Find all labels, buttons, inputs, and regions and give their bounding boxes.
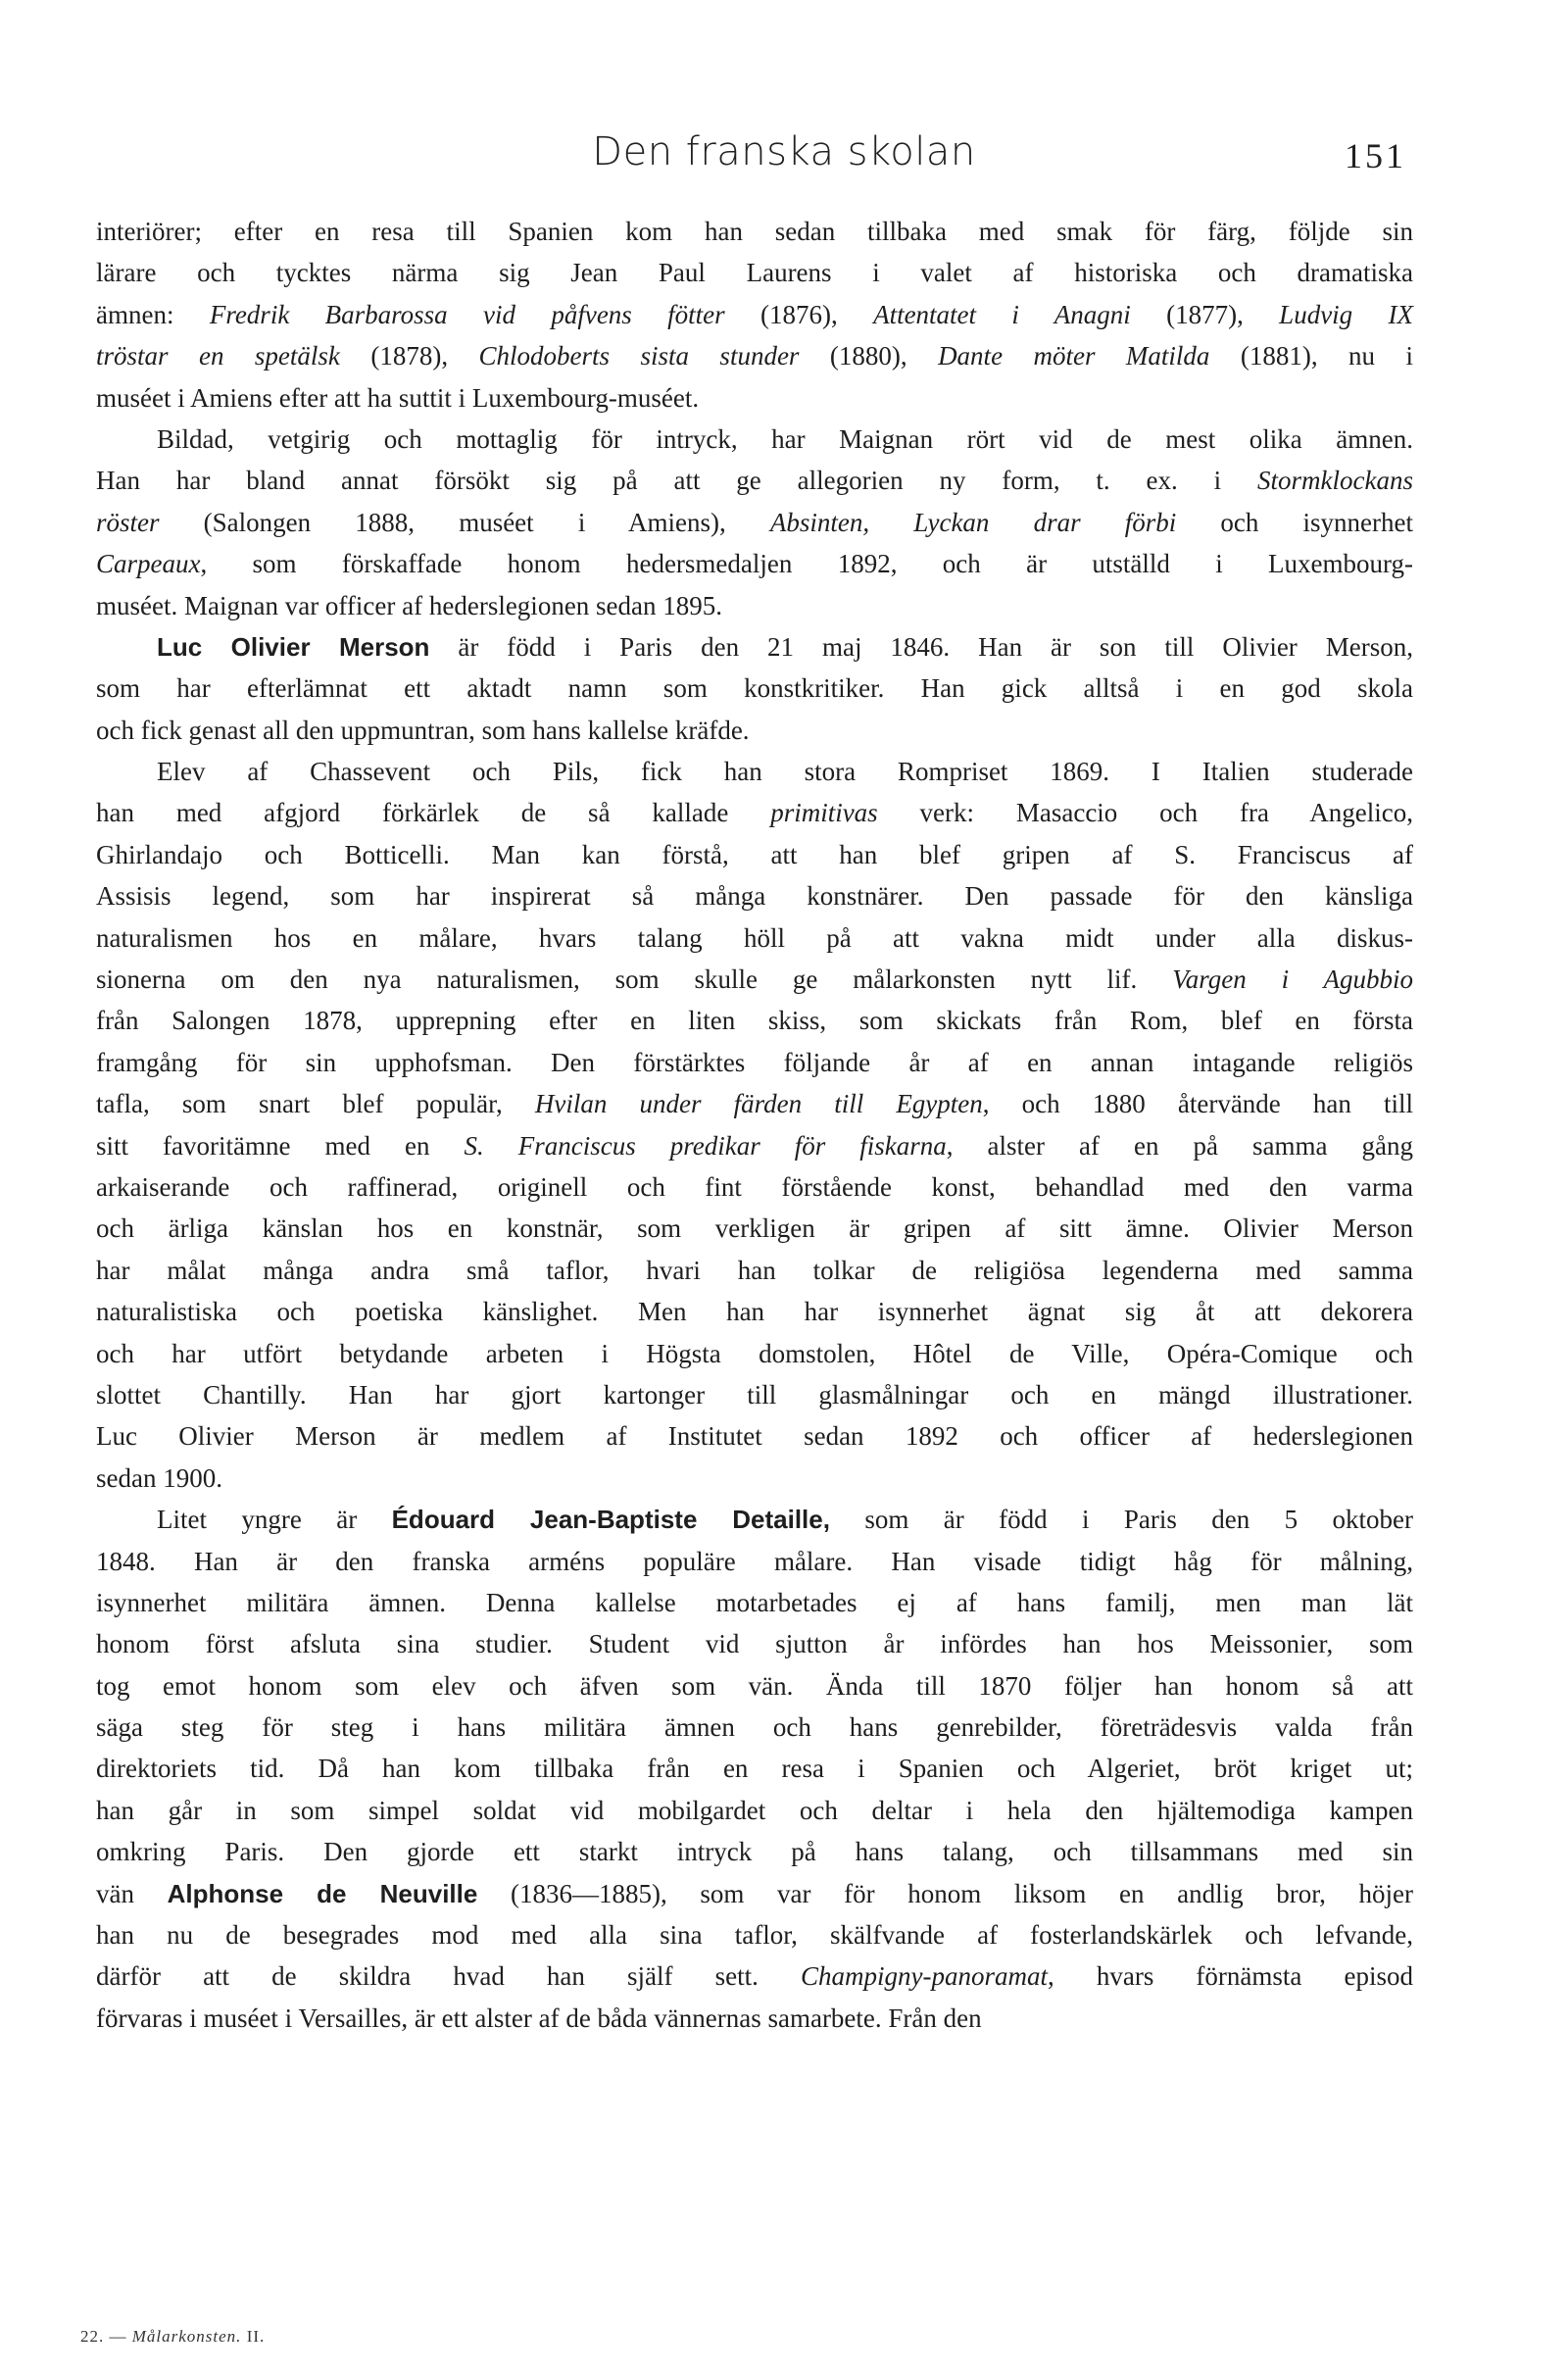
- text-line: [96, 626, 1413, 668]
- text-run: lärare och tycktes närma sig Jean Paul Laurens i valet af historiska och dramatiska: [96, 258, 1413, 288]
- italic-title: Attentatet i Anagni: [873, 299, 1131, 329]
- text-run: och har utfört betydande arbeten i Högsta domstolen, Hôtel de Ville, Opéra-Comique och: [96, 1338, 1413, 1368]
- artist-name: Alphonse de Neuville: [167, 1878, 478, 1908]
- italic-title: Carpeaux: [96, 549, 201, 579]
- text-run: och fick genast all den uppmuntran, som hans kallelse kräfde.: [96, 715, 750, 745]
- text-run: (1836—1885), som var för honom liksom en andlig bror, höjer: [477, 1878, 1414, 1908]
- text-run: Assisis legend, som har inspirerat så många konstnärer. Den passade för den känsliga: [96, 881, 1413, 912]
- italic-title: Dante möter Matilda: [938, 341, 1210, 371]
- paragraph: [96, 211, 1413, 419]
- text-line: [96, 1665, 1413, 1706]
- text-line: [96, 1042, 1413, 1083]
- text-line: [96, 335, 1413, 376]
- text-run: (1877),: [1130, 299, 1280, 329]
- text-run: han går in som simpel soldat vid mobilgardet och deltar i hela den hjältemodiga kampen: [96, 1795, 1413, 1825]
- text-line: [96, 668, 1413, 709]
- text-run: förvaras i muséet i Versailles, är ett alster af de båda vännernas samarbete. Från den: [96, 2003, 982, 2033]
- text-run: därför att de skildra hvad han själf sett.: [96, 1961, 801, 1992]
- text-run: Bildad, vetgirig och mottaglig för intryck, har Maignan rört vid de mest olika ämnen.: [157, 423, 1413, 454]
- page-number: 151: [1345, 136, 1406, 175]
- text-line: [96, 1914, 1413, 1955]
- text-line: [96, 1458, 1413, 1499]
- text-run: naturalismen hos en målare, hvars talang höll på att vakna midt under alla diskus-: [96, 922, 1413, 953]
- text-run: Luc Olivier Merson är medlem af Institutet sedan 1892 och officer af hederslegionen: [96, 1421, 1413, 1452]
- text-line: [96, 1582, 1413, 1623]
- artist-name: Édouard Jean-Baptiste Detaille,: [391, 1505, 830, 1535]
- text-line: [96, 1499, 1413, 1540]
- text-line: [96, 502, 1413, 543]
- text-line: [96, 377, 1413, 419]
- italic-title: Hvilan under färden till Egypten: [534, 1089, 983, 1119]
- text-line: [96, 1415, 1413, 1457]
- text-run: vän: [96, 1878, 168, 1908]
- italic-title: Chlodoberts sista stunder: [478, 341, 800, 371]
- text-run: isynnerhet militära ämnen. Denna kallelse motarbetades ej af hans familj, men man lät: [96, 1587, 1413, 1617]
- text-run: , och 1880 återvände han till: [982, 1089, 1413, 1119]
- text-run: från Salongen 1878, upprepning efter en liten skiss, som skickats från Rom, blef en första: [96, 1006, 1413, 1036]
- text-line: [96, 1250, 1413, 1291]
- text-line: [96, 1706, 1413, 1748]
- text-line: [96, 252, 1413, 293]
- text-line: [96, 710, 1413, 751]
- artist-name: Luc Olivier Merson: [157, 631, 430, 662]
- text-run: interiörer; efter en resa till Spanien kom han sedan tillbaka med smak för färg, följde sin: [96, 217, 1413, 246]
- text-line: [96, 585, 1413, 626]
- text-line: [96, 792, 1413, 833]
- text-run: verk: Masaccio och fra Angelico,: [877, 798, 1414, 828]
- text-line: [96, 1541, 1413, 1582]
- italic-title: röster: [96, 507, 160, 537]
- italic-title: S. Franciscus predikar för fiskarna: [464, 1130, 947, 1161]
- text-run: 1848. Han är den franska arméns populäre målare. Han visade tidigt håg för målning,: [96, 1546, 1413, 1576]
- paragraph: [96, 1499, 1413, 2039]
- text-run: (1878),: [339, 341, 479, 371]
- text-line: [96, 543, 1413, 584]
- text-line: [96, 1955, 1413, 1997]
- text-run: naturalistiska och poetiska känslighet. Men han har isynnerhet ägnat sig åt att dekorera: [96, 1297, 1413, 1327]
- text-line: [96, 1125, 1413, 1166]
- page-footer: [80, 2327, 265, 2347]
- text-line: [96, 1374, 1413, 1415]
- text-line: [96, 1831, 1413, 1872]
- text-line: [96, 1083, 1413, 1124]
- footer-volume: II.: [241, 2327, 266, 2346]
- text-run: (1876),: [724, 299, 874, 329]
- text-run: honom först afsluta sina studier. Student vid sjutton år infördes han hos Meissonier, som: [96, 1629, 1413, 1659]
- text-line: [96, 1748, 1413, 1789]
- italic-title: tröstar en spetälsk: [96, 341, 340, 371]
- text-line: [96, 1291, 1413, 1332]
- paragraph: [96, 751, 1413, 1499]
- text-run: Litet yngre är: [157, 1505, 392, 1535]
- text-line: [96, 875, 1413, 916]
- text-run: sedan 1900.: [96, 1462, 222, 1493]
- text-line: [96, 959, 1413, 1000]
- text-run: muséet. Maignan var officer af hederslegionen sedan 1895.: [96, 590, 723, 620]
- text-line: [96, 1998, 1413, 2039]
- text-run: sitt favoritämne med en: [96, 1130, 465, 1161]
- italic-title: Champigny-panoramat: [800, 1961, 1048, 1992]
- text-run: som är född i Paris den 5 oktober: [829, 1505, 1413, 1535]
- text-run: och isynnerhet: [1176, 507, 1414, 537]
- text-line: [96, 1166, 1413, 1208]
- text-line: [96, 294, 1413, 335]
- text-run: arkaiserande och raffinerad, originell och fint förstående konst, behandlad med den varma: [96, 1171, 1413, 1202]
- text-run: slottet Chantilly. Han har gjort kartonger till glasmålningar och en mängd illustrationer.: [96, 1379, 1413, 1410]
- italic-title: Fredrik Barbarossa vid påfvens fötter: [209, 299, 725, 329]
- text-run: tog emot honom som elev och äfven som vän. Ända till 1870 följer han honom så att: [96, 1670, 1413, 1701]
- paragraph: [96, 626, 1413, 751]
- text-run: direktoriets tid. Då han kom tillbaka från en resa i Spanien och Algeriet, bröt kriget ut;: [96, 1754, 1413, 1784]
- text-run: Han har bland annat försökt sig på att ge allegorien ny form, t. ex. i: [96, 466, 1258, 496]
- text-run: som har efterlämnat ett aktadt namn som konstkritiker. Han gick alltså i en god skola: [96, 673, 1413, 704]
- text-line: [96, 1208, 1413, 1249]
- text-run: (1881), nu i: [1209, 341, 1414, 371]
- paragraph: [96, 419, 1413, 626]
- text-run: , hvars förnämsta episod: [1047, 1961, 1413, 1992]
- text-line: [96, 419, 1413, 460]
- running-title: Den franska skolan: [592, 129, 976, 174]
- text-run: (1880),: [799, 341, 939, 371]
- text-run: (Salongen 1888, muséet i Amiens),: [159, 507, 770, 537]
- text-run: är född i Paris den 21 maj 1846. Han är son till Olivier Merson,: [429, 631, 1413, 662]
- text-line: [96, 1000, 1413, 1041]
- text-run: tafla, som snart blef populär,: [96, 1089, 535, 1119]
- text-line: [96, 1790, 1413, 1831]
- signature-mark: 22. —: [80, 2327, 132, 2346]
- footer-source: Målarkonsten.: [131, 2327, 242, 2346]
- text-run: och ärliga känslan hos en konstnär, som verkligen är gripen af sitt ämne. Olivier Merson: [96, 1213, 1413, 1244]
- text-run: ämnen:: [96, 299, 210, 329]
- text-line: [96, 1873, 1413, 1914]
- text-run: säga steg för steg i hans militära ämnen och hans genrebilder, företrädesvis valda från: [96, 1712, 1413, 1743]
- page-header: [0, 129, 1568, 188]
- italic-title: Ludvig IX: [1279, 299, 1413, 329]
- text-run: Elev af Chassevent och Pils, fick han stora Rompriset 1869. I Italien studerade: [157, 757, 1413, 787]
- text-line: [96, 751, 1413, 792]
- body-text: [96, 211, 1413, 2039]
- text-line: [96, 1623, 1413, 1664]
- text-run: han nu de besegrades mod med alla sina taflor, skälfvande af fosterlandskärlek och lefvande,: [96, 1920, 1413, 1951]
- text-line: [96, 1333, 1413, 1374]
- text-run: , som förskaffade honom hedersmedaljen 1892, och är utställd i Luxembourg-: [200, 549, 1413, 579]
- italic-title: Stormklockans: [1257, 466, 1413, 496]
- text-run: har målat många andra små taflor, hvari han tolkar de religiösa legenderna med samma: [96, 1255, 1413, 1285]
- italic-title: Absinten, Lyckan drar förbi: [769, 507, 1177, 537]
- text-run: , alster af en på samma gång: [946, 1130, 1413, 1161]
- text-run: framgång för sin upphofsman. Den förstärktes följande år af en annan intagande religiös: [96, 1047, 1413, 1077]
- italic-title: primitivas: [770, 798, 878, 828]
- text-run: Ghirlandajo och Botticelli. Man kan förstå, att han blef gripen af S. Franciscus af: [96, 839, 1413, 869]
- text-line: [96, 917, 1413, 959]
- text-run: omkring Paris. Den gjorde ett starkt intryck på hans talang, och tillsammans med sin: [96, 1837, 1413, 1867]
- text-line: [96, 211, 1413, 252]
- text-line: [96, 460, 1413, 501]
- text-run: han med afgjord förkärlek de så kallade: [96, 798, 771, 828]
- italic-title: Vargen i Agubbio: [1172, 964, 1413, 995]
- text-run: sionerna om den nya naturalismen, som skulle ge målarkonsten nytt lif.: [96, 964, 1173, 995]
- text-run: muséet i Amiens efter att ha suttit i Luxembourg-muséet.: [96, 382, 700, 413]
- text-line: [96, 834, 1413, 875]
